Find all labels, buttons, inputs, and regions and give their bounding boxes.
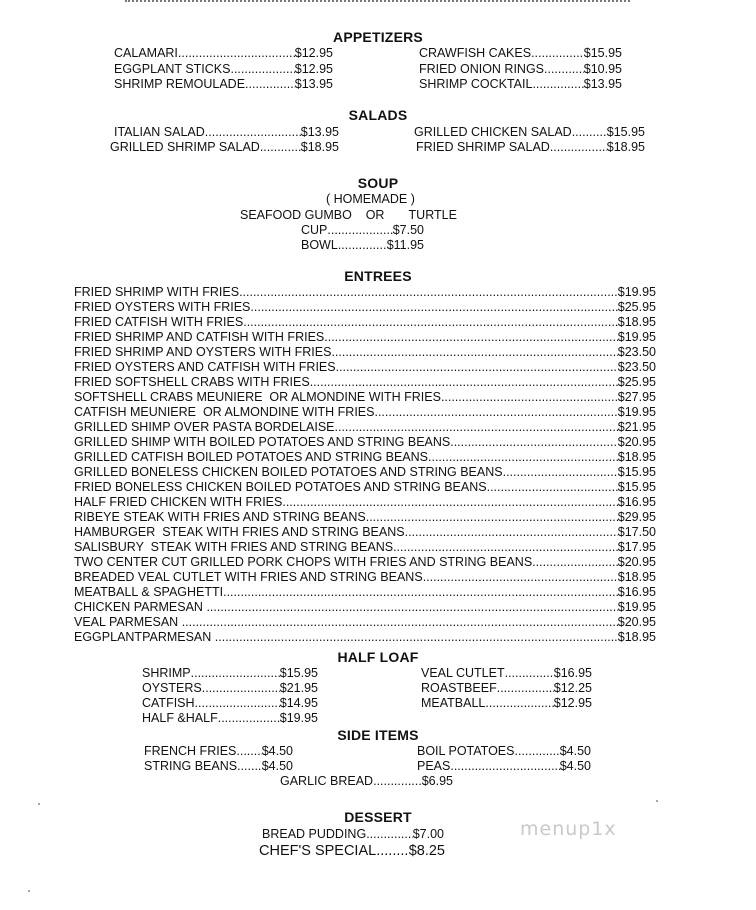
entree-item bbox=[74, 300, 656, 315]
entree-item-name: GRILLED SHIMP OVER PASTA BORDELAISE bbox=[74, 420, 335, 434]
entree-item bbox=[74, 585, 656, 600]
menu-item: CUP ..... $7.50 bbox=[301, 223, 424, 238]
entree-item bbox=[74, 570, 656, 585]
entree-item-price: $19.95 bbox=[617, 600, 656, 614]
entree-item-name: FRIED SHRIMP AND OYSTERS WITH FRIES bbox=[74, 345, 332, 359]
scan-speck bbox=[38, 803, 40, 805]
entree-item-price: $15.95 bbox=[617, 480, 656, 494]
menu-item: CALAMARI ..... $12.95 bbox=[114, 46, 333, 61]
entree-item-price: $16.95 bbox=[617, 495, 656, 509]
soup-choice: SEAFOOD GUMBO OR TURTLE bbox=[240, 208, 457, 222]
entree-item-price: $19.95 bbox=[617, 405, 656, 419]
menu-item: ROASTBEEF ..... $12.25 bbox=[421, 681, 592, 696]
entree-item-name: VEAL PARMESAN bbox=[74, 615, 182, 629]
menu-item: EGGPLANT STICKS ..... $12.95 bbox=[114, 62, 333, 77]
menu-item: ITALIAN SALAD ..... $13.95 bbox=[114, 125, 339, 140]
entree-item-price: $20.95 bbox=[617, 615, 656, 629]
entree-item bbox=[74, 315, 656, 330]
entree-item-name: GRILLED SHIMP WITH BOILED POTATOES AND STRING BEANS bbox=[74, 435, 451, 449]
entree-item bbox=[74, 375, 656, 390]
menu-item: VEAL CUTLET ..... $16.95 bbox=[421, 666, 592, 681]
entree-item-name: FRIED SHRIMP AND CATFISH WITH FRIES bbox=[74, 330, 325, 344]
menupix-watermark-logo: menup1x bbox=[520, 818, 617, 840]
entree-item-name: GRILLED CATFISH BOILED POTATOES AND STRING BEANS bbox=[74, 450, 429, 464]
entree-item-name: SOFTSHELL CRABS MEUNIERE OR ALMONDINE WITH FRIES bbox=[74, 390, 441, 404]
entree-item-name: GRILLED BONELESS CHICKEN BOILED POTATOES AND STRING BEANS bbox=[74, 465, 503, 479]
entree-item bbox=[74, 285, 656, 300]
menu-item: CATFISH ..... $14.95 bbox=[142, 696, 318, 711]
entree-item bbox=[74, 510, 656, 525]
entree-item-name: FRIED SOFTSHELL CRABS WITH FRIES bbox=[74, 375, 310, 389]
entree-item-name: FRIED CATFISH WITH FRIES bbox=[74, 315, 244, 329]
soup-note: ( HOMEMADE ) bbox=[326, 192, 415, 206]
entree-item-price: $15.95 bbox=[617, 465, 656, 479]
menu-item: FRIED SHRIMP SALAD ..... $18.95 bbox=[416, 140, 645, 155]
entree-item bbox=[74, 360, 656, 375]
entree-item-name: FRIED OYSTERS AND CATFISH WITH FRIES bbox=[74, 360, 336, 374]
entree-item bbox=[74, 405, 656, 420]
menu-item: OYSTERS ..... $21.95 bbox=[142, 681, 318, 696]
entree-item bbox=[74, 465, 656, 480]
menu-item: CRAWFISH CAKES ..... $15.95 bbox=[419, 46, 622, 61]
entree-item-name: SALISBURY STEAK WITH FRIES AND STRING BEANS bbox=[74, 540, 394, 554]
menu-item: GRILLED SHRIMP SALAD ..... $18.95 bbox=[110, 140, 339, 155]
entree-item-name: RIBEYE STEAK WITH FRIES AND STRING BEANS bbox=[74, 510, 366, 524]
menu-item: CHEF'S SPECIAL ..... $8.25 bbox=[259, 842, 445, 860]
entree-item bbox=[74, 525, 656, 540]
entree-item-name: EGGPLANTPARMESAN bbox=[74, 630, 215, 644]
entree-item bbox=[74, 480, 656, 495]
entree-item-price: $23.50 bbox=[617, 345, 656, 359]
menu-item: BOWL ..... $11.95 bbox=[301, 238, 424, 253]
entree-item-name: CHICKEN PARMESAN bbox=[74, 600, 207, 614]
entree-item bbox=[74, 630, 656, 645]
entree-item bbox=[74, 495, 656, 510]
dessert-heading: DESSERT bbox=[344, 809, 412, 825]
entree-item-name: FRIED OYSTERS WITH FRIES bbox=[74, 300, 251, 314]
entree-item bbox=[74, 435, 656, 450]
entree-item-price: $29.95 bbox=[617, 510, 656, 524]
menu-item: MEATBALL ..... $12.95 bbox=[421, 696, 592, 711]
entree-item-name: MEATBALL & SPAGHETTI bbox=[74, 585, 224, 599]
entree-item-price: $20.95 bbox=[617, 555, 656, 569]
entree-item-price: $27.95 bbox=[617, 390, 656, 404]
entree-item bbox=[74, 450, 656, 465]
scan-speck bbox=[656, 800, 658, 802]
entree-item-name: BREADED VEAL CUTLET WITH FRIES AND STRING BEANS bbox=[74, 570, 423, 584]
entree-item-price: $19.95 bbox=[617, 285, 656, 299]
entree-item-price: $18.95 bbox=[617, 630, 656, 644]
menu-item: GRILLED CHICKEN SALAD ..... $15.95 bbox=[414, 125, 645, 140]
entree-item-price: $18.95 bbox=[617, 315, 656, 329]
menu-item: SHRIMP REMOULADE ..... $13.95 bbox=[114, 77, 333, 92]
entree-item-price: $20.95 bbox=[617, 435, 656, 449]
entree-item-name: CATFISH MEUNIERE OR ALMONDINE WITH FRIES bbox=[74, 405, 375, 419]
menu-item: SHRIMP ..... $15.95 bbox=[142, 666, 318, 681]
menu-item: BREAD PUDDING ..... $7.00 bbox=[262, 827, 444, 842]
entree-item-price: $25.95 bbox=[617, 300, 656, 314]
menu-item: PEAS ..... $4.50 bbox=[417, 759, 591, 774]
menu-item: GARLIC BREAD ..... $6.95 bbox=[280, 774, 453, 789]
entree-item-price: $18.95 bbox=[617, 450, 656, 464]
salads-heading: SALADS bbox=[348, 107, 408, 123]
menu-item: BOIL POTATOES ..... $4.50 bbox=[417, 744, 591, 759]
entree-item-price: $25.95 bbox=[617, 375, 656, 389]
entree-item bbox=[74, 555, 656, 570]
entree-item bbox=[74, 540, 656, 555]
entree-item bbox=[74, 615, 656, 630]
entree-item-name: TWO CENTER CUT GRILLED PORK CHOPS WITH FRIES AND STRING BEANS bbox=[74, 555, 533, 569]
entree-item-price: $21.95 bbox=[617, 420, 656, 434]
entree-item-price: $23.50 bbox=[617, 360, 656, 374]
entree-item bbox=[74, 345, 656, 360]
menu-item: FRIED ONION RINGS ..... $10.95 bbox=[419, 62, 622, 77]
entree-item-price: $17.50 bbox=[617, 525, 656, 539]
menu-item: STRING BEANS ..... $4.50 bbox=[144, 759, 293, 774]
entree-item-name: HAMBURGER STEAK WITH FRIES AND STRING BEANS bbox=[74, 525, 405, 539]
entree-item-price: $16.95 bbox=[617, 585, 656, 599]
side-items-heading: SIDE ITEMS bbox=[337, 727, 419, 743]
menu-item: FRENCH FRIES ..... $4.50 bbox=[144, 744, 293, 759]
entree-item-price: $18.95 bbox=[617, 570, 656, 584]
top-dotted-rule bbox=[125, 0, 630, 4]
menu-item: SHRIMP COCKTAIL ..... $13.95 bbox=[419, 77, 622, 92]
entree-item bbox=[74, 600, 656, 615]
entree-item-name: FRIED BONELESS CHICKEN BOILED POTATOES AND STRING BEANS bbox=[74, 480, 487, 494]
entree-item-name: HALF FRIED CHICKEN WITH FRIES bbox=[74, 495, 283, 509]
entrees-heading: ENTREES bbox=[344, 268, 412, 284]
menu-item: HALF &HALF ..... $19.95 bbox=[142, 711, 318, 726]
entree-item bbox=[74, 420, 656, 435]
scan-speck bbox=[28, 890, 30, 892]
entree-item-name: FRIED SHRIMP WITH FRIES bbox=[74, 285, 240, 299]
soup-heading: SOUP bbox=[357, 175, 399, 191]
half-loaf-heading: HALF LOAF bbox=[337, 649, 419, 665]
entree-item bbox=[74, 390, 656, 405]
entree-item-price: $17.95 bbox=[617, 540, 656, 554]
entree-item-price: $19.95 bbox=[617, 330, 656, 344]
entree-item bbox=[74, 330, 656, 345]
appetizers-heading: APPETIZERS bbox=[333, 29, 423, 45]
